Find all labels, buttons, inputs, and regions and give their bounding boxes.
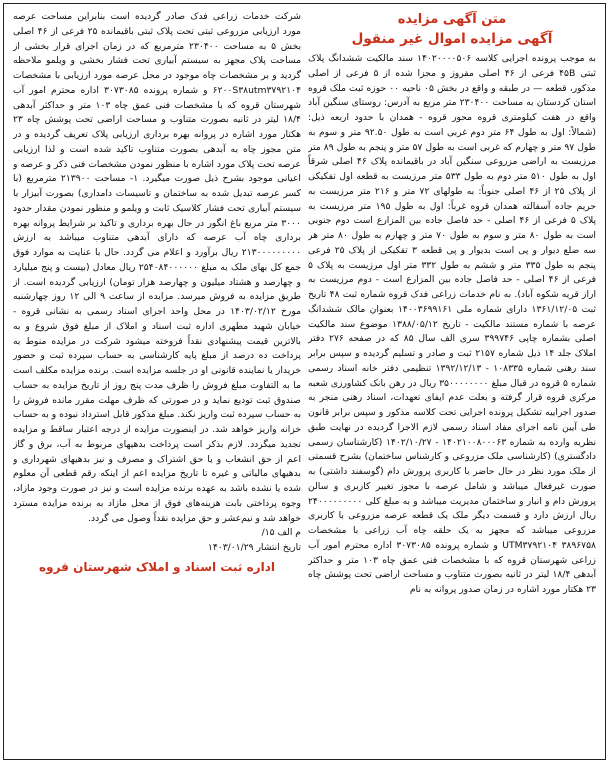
notice-body-part-2: شرکت خدمات زراعی فدک صادر گردیده است بنابراین مساحت عرصه مورد ارزیابی مزروعی ثبتی تحت پلاک ثبتی باقیمانده ۲۵ فرعی از ۴۶ اصلی بخش ۵ به مساحت ۲۳۰۴۰۰ مترمربع که در زمان اجرای قرار بخشی از مساحت پلاک مجهز به سیستم آبیاری تحت فشار بخشی و ویلمو ملاحظه گردید و بر مشخصات چاه موجود در محل عرصه مورد ارزیابی با مشخصات ۶۲۰۰S۳۸utm۳۷۹۲۱۰۴ و شماره پرونده ۳۰۷۳۰۸۵ اداره محترم امور آب شهرستان قروه که با مشخصات فنی عمق چاه ۱۰۳ متر و حداکثر آبدهی ۱۸/۴ لیتر در ثانیه بصورت متناوب و مساحت اراضی تحت پوشش چاه ۲۳ هکتار مورد اشاره در پروانه بهره برداری ارزیابی پلاک تعریف گردیده و در متن مجوز چاه به آبدهی بصورت متناوب تاکید شده است و لذا ارزیابی عرصه تحت پلاک مورد اشاره با منظور نمودن مشخصات فنی ذکر و عرصه و اعیانی موجود بشرح ذیل صورت میگیرد. ۱- مساحت ۲۱۳۹۰۰ مترمربع (با کسر عرصه تبدیل شده به ساختمان و تاسیسات دامداری) بصورت آبیزار با سیستم آبیاری تحت فشار کلاسیک ثابت و ویلمو و منظور نمودن مقدار حدود ۳۰۰۰ متر مربع باغ انگور در حال بهره برداری و تاکید بر شرایط پروانه بهره برداری چاه آب عرصه که دارای آبدهی متناوب میباشد به ارزش ۲۱۳۰۰۰۰۰۰۰۰۰ ریال برآورد و اعلام می گردد. حال با عنایت به موارد فوق جمع کل بهای ملک به مبلغ ۲۵۴۰۸۴۰۰۰۰۰۰ ریال معادل (بیست و پنج میلیارد و چهارصد و هشتاد میلیون و چهارصد هزار تومان) ارزیابی گردیده است. از طریق مزایده به فروش میرسد. مزایده از ساعت ۹ الی ۱۲ روز چهارشنبه مورخ ۱۴۰۳/۰۲/۱۲ در محل واحد اجرای اسناد رسمی به نشانی قروه - خیابان شهید مطهری اداره ثبت اسناد و املاک از مبلغ فوق شروع و به بالاترین قیمت پیشنهادی نقداً فروخته میشود شرکت در مزایده منوط به پرداخت ده درصد از مبلغ پایه کارشناسی به حساب سپرده ثبت و حضور خریدار یا نماینده قانونی او در جلسه مزایده است. برنده مزایده مکلف است ما به التفاوت مبلغ فروش را ظرف مدت پنج روز از تاریخ مزایده به حساب صندوق ثبت تودیع نماید و در صورتی که ظرف مهلت مقرر مانده فروش را به حساب سپرده ثبت واریز نکند. مبلغ مذکور قابل استرداد نبوده و به حساب خزانه واریز خواهد شد. در اینصورت مزایده از درجه اعتبار ساقط و مزایده تجدید میگردد. لازم بذکر است پرداخت بدهیهای مربوط به آب، برق و گاز اعم از حق انشعاب و یا حق اشتراک و مصرف و نیز بدهیهای شهرداری و بدهیهای مالیاتی و غیره تا تاریخ مزایده اعم از اینکه رقم قطعی آن معلوم شده یا نشده باشد به عهده برنده مزایده است و نیز در صورت وجود مازاد، وجوه پرداختی بابت هزینه‌های فوق از محل مازاد به برنده مزایده مسترد خواهد شد و نیم‌عشر و حق مزایده نقداً وصول می گردد.	[13, 11, 301, 524]
notice-headers	[308, 10, 596, 49]
notice-signoff	[13, 526, 301, 576]
notice-title: متن آگهی مزایده	[397, 12, 507, 27]
auction-notice	[3, 3, 606, 760]
notice-code: م الف ۱۵/	[261, 527, 301, 539]
publish-date: تاریخ انتشار ۱۴۰۳/۰۱/۲۹	[207, 542, 301, 553]
notice-subtitle: آگهی مزایده اموال غیر منقول	[351, 31, 553, 47]
issuing-office: اداره ثبت اسناد و املاک شهرستان قروه	[39, 559, 275, 574]
left-column	[13, 10, 301, 753]
right-column	[308, 10, 596, 753]
notice-body-part-1: به موجب پرونده اجرایی کلاسه ۱۴۰۲۰۰۰۰۵۰۶ سند مالکیت ششدانگ پلاک ثبتی ۴۵B فرعی از ۴۶ اصلی مفروز و مجزا شده از ۵ فرعی از اصلی مذکور، قطعه — در طبقه و واقع در بخش ۰۵ ناحیه ۰۰ حوزه ثبت ملک قروه استان کردستان به مساحت ۲۳۰۴۰۰ متر مربع به آدرس: روستای سنگین آباد واقع در هفت کیلومتری قروه محور قروه - همدان با حدود اربعه ذیل: (شمالاً: اول به طول ۶۴ متر دوم غربی است به طول ۹۲.۵۰ متر و سوم به طول ۹۷ متر و چهارم که غربی است به طول ۵۷ متر و پنجم به طول ۸۹ متر مرزیست به اراضی مزروعی سنگین آباد در باقیمانده پلاک ۴۶ اصلی شرقاً اول به طول ۵۱۰ متر دوم به طول ۵۳۳ متر مرزیست به قطعه اول تفکیکی از پلاک ۲۵ از ۴۶ اصلی جنوباً: به طولهای ۷۲ متر و ۲۱۶ متر مرزیست به حریم جاده آسفالته همدان قروه غرباً: اول به طول ۱۹۵ متر مرزیست به پلاک ۵ فرعی از ۴۶ اصلی - حد فاصل جاده بین المزارع است دوم جنوبی است به طول ۸۰ متر و سوم به طول ۷۰ متر و چهارم به طول ۸۰ متر هر سه ضلع دیوار و پی است بدیوار و پی قطعه ۳ تفکیکی از پلاک ۲۵ فرعی پنجم به طول ۳۳۵ متر و ششم به طول ۳۳۲ متر اول مرزیست به پلاک ۵ فرعی از ۴۶ اصلی - حد فاصل جاده بین المزارع است - دوم مرزیست به اراز قریه شکوه آباد). به نام خدمات زراعی فدک قروه شماره ثبت ۴۸ تاریخ ثبت ۱۳۶۱/۱۲/۰۵ دارای شماره ملی ۱۴۰۰۳۶۹۹۱۶۱ بعنوان مالک ششدانگ عرصه با شماره مستند مالکیت - تاریخ ۱۳۸۸/۰۵/۱۲ موضوع سند مالکیت اصلی بشماره چاپی ۳۹۹۷۴۶ سری الف سال ۸۵ که در صفحه ۲۷۶ دفتر املاک جلد ۱۴ ذیل شماره ۲۱۵۷ ثبت و صادر و تسلیم گردیده و سپس برابر سند رهنی شماره ۱۰۸۳۳۵ - ۱۳۹۲/۱۲/۱۳ تنظیمی دفتر خانه اسناد رسمی شماره ۵ قروه در قبال مبلغ ۳۵۰۰۰۰۰۰۰۰ ریال در رهن بانک کشاورزی شعبه مرکزی قروه قرار گرفته و بعلت عدم ایفای تعهدات، اسناد رهنی منجر به صدور اجراییه تشکیل پرونده اجرایی تحت کلاسه مذکور و سپس برابر قانون طی آیین نامه اجرای مفاد اسناد رسمی لازم الاجرا گردیده در نهایت طبق نظریه وارده به شماره ۱۴۰۲۱۰۰۸۰۰۰۶۳ - ۱۴۰۲/۱۰/۲۷ (کارشناسان رسمی دادگستری) (کارشناسی ملک مزروعی و کارشناس ساختمان) بشرح قسمتی از ملک مورد نظر در حال حاضر با کاربری پرورش دام (گوسفند داشتی) به صورت غیرفعال میباشد و شامل عرصه با مجوز تغییر کاربری و سالن پرورش دام و انبار و ساختمان مدیریت میباشد و به مبلغ کلی ۲۴۰۰۰۰۰۰۰۰۰ ریال ارزش دارد و قسمت دیگر ملک یک قطعه عرصه مزروعی با کاربری مزروعی میباشد که مجهز به یک حلقه چاه آب زراعی با مشخصات UTM۳۷۹۲۱۰۴ ۳۸۹۶۷۵۸ و شماره پرونده ۳۰۷۳۰۸۵ اداره محترم امور آب زراعی شهرستان قروه که با مشخصات فنی عمق چاه ۱۰۳ متر و حداکثر آبدهی ۱۸/۴ لیتر در ثانیه بصورت متناوب و مساحت اراضی تحت پوشش چاه ۲۳ هکتار مورد اشاره در زمان صدور پروانه به نام	[308, 53, 596, 595]
